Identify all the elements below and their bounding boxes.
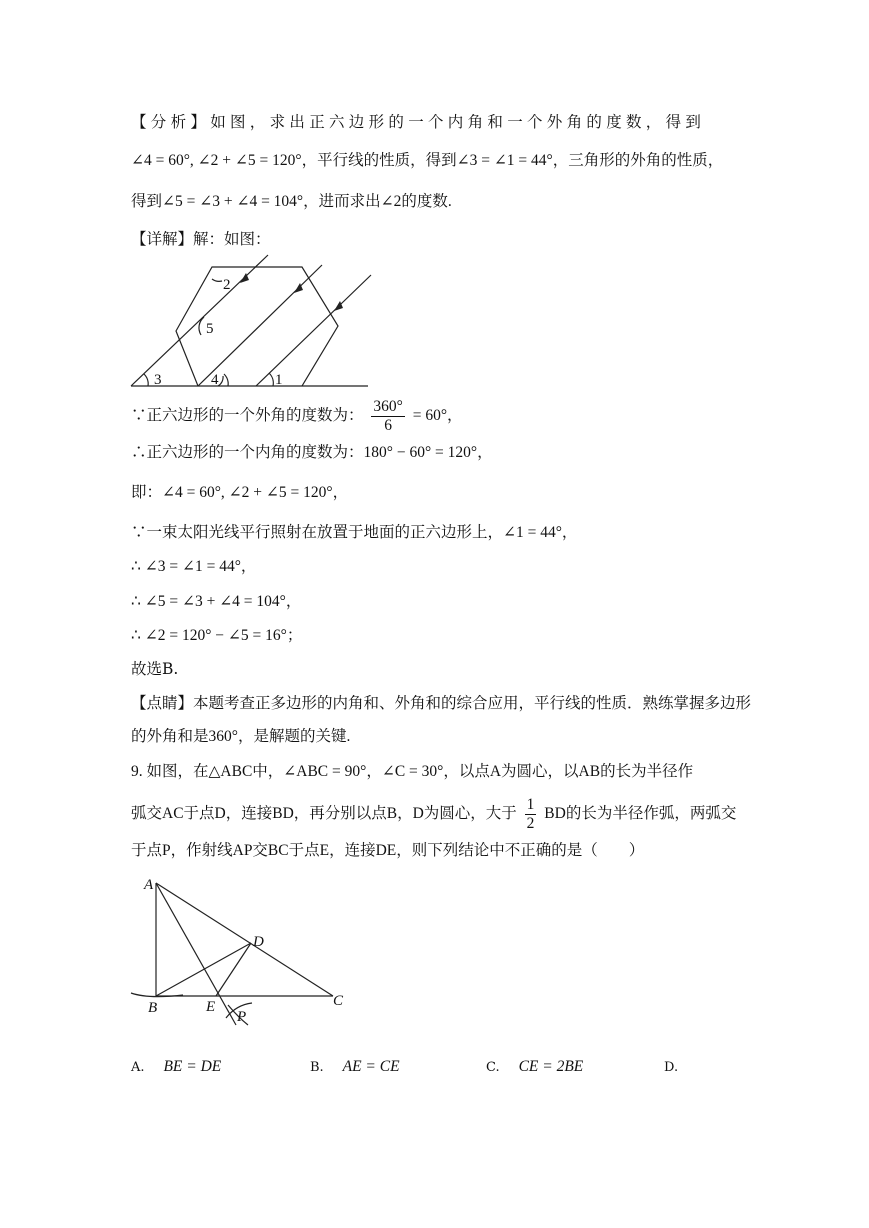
angle-label-2: 2 [223, 277, 231, 293]
sunlight-line: ∵一束太阳光线平行照射在放置于地面的正六边形上，∠1 = 44°， [131, 524, 578, 541]
vertex-b: B [148, 1000, 158, 1016]
equivalence-line: 即：∠4 = 60°, ∠2 + ∠5 = 120°， [131, 484, 349, 501]
comment-line-1: 【点睛】本题考查正多边形的内角和、外角和的综合应用，平行线的性质．熟练掌握多边形 [131, 694, 752, 712]
option-c-text: CE = 2BE [518, 1058, 584, 1075]
option-a-text: BE = DE [163, 1058, 222, 1075]
angle-label-4: 4 [211, 372, 219, 388]
option-b-label: B. [310, 1060, 324, 1075]
hexagon-figure [128, 253, 378, 393]
angle-label-5: 5 [206, 321, 214, 337]
option-b-text: AE = CE [342, 1058, 400, 1075]
angle-label-3: 3 [154, 372, 162, 388]
vertex-a: A [144, 877, 154, 893]
option-d-label: D. [664, 1060, 679, 1075]
ray-ap [156, 883, 236, 1025]
q9-line-3: 于点P，作射线AP交BC于点E，连接DE，则下列结论中不正确的是（ ） [131, 842, 645, 859]
option-d[interactable] [664, 1057, 692, 1076]
sun-ray-3 [256, 275, 371, 386]
comment-line-2: 的外角和是360°，是解题的关键. [131, 728, 351, 745]
analysis-line-3: 得到∠5 = ∠3 + ∠4 = 104°，进而求出∠2的度数. [131, 193, 452, 210]
detail-heading: 【详解】解：如图： [131, 230, 271, 248]
fraction-numerator: 360° [373, 397, 403, 415]
step-3: ∴ ∠2 = 120° − ∠5 = 16°； [131, 627, 303, 644]
exterior-angle-prefix: ∵正六边形的一个外角的度数为： [131, 407, 364, 424]
step-1: ∴ ∠3 = ∠1 = 44°， [131, 558, 257, 575]
exterior-angle-result: = 60°， [412, 407, 463, 424]
point-p: P [237, 1009, 247, 1025]
angle-label-1: 1 [275, 372, 283, 388]
sun-ray-1 [131, 255, 268, 386]
option-a-label: A. [131, 1060, 145, 1075]
option-b[interactable] [310, 1057, 400, 1076]
analysis-line-2: ∠4 = 60°, ∠2 + ∠5 = 120°，平行线的性质，得到∠3 = ∠1 = 44°，三角形的外角的性质， [131, 152, 724, 169]
half-numerator: 1 [526, 795, 535, 813]
option-c[interactable] [486, 1057, 583, 1076]
vertex-c: C [333, 993, 344, 1009]
hexagon-outline [176, 267, 338, 386]
analysis-line-1: 【分析】如图，求出正六边形的一个内角和一个外角的度数，得到 [131, 113, 706, 131]
answer-choice: 故选B. [131, 660, 179, 678]
vertex-e: E [206, 999, 216, 1015]
segment-de [216, 943, 251, 996]
q9-line-2 [131, 791, 736, 837]
interior-angle-line: ∴正六边形的一个内角的度数为：180° − 60° = 120°， [131, 444, 493, 461]
step-2: ∴ ∠5 = ∠3 + ∠4 = 104°， [131, 593, 302, 610]
q9-line-2-start: 弧交AC于点D，连接BD，再分别以点B，D为圆心，大于 [131, 805, 517, 822]
vertex-d: D [253, 934, 264, 950]
side-ac [156, 883, 333, 996]
q9-line-2-end: BD的长为半径作弧，两弧交 [544, 805, 737, 822]
exterior-angle-line [131, 393, 463, 439]
half-denominator: 2 [526, 814, 535, 832]
q9-line-1: 9. 如图，在△ABC中，∠ABC = 90°，∠C = 30°，以点A为圆心，以AB的长为半径作 [131, 763, 694, 780]
half-fraction [525, 796, 537, 833]
exterior-angle-fraction [371, 398, 404, 435]
sun-ray-2 [198, 265, 322, 386]
option-a[interactable] [131, 1057, 221, 1076]
option-c-label: C. [486, 1060, 500, 1075]
fraction-denominator: 6 [384, 416, 392, 434]
segment-bd [156, 943, 251, 996]
triangle-figure [128, 875, 348, 1035]
